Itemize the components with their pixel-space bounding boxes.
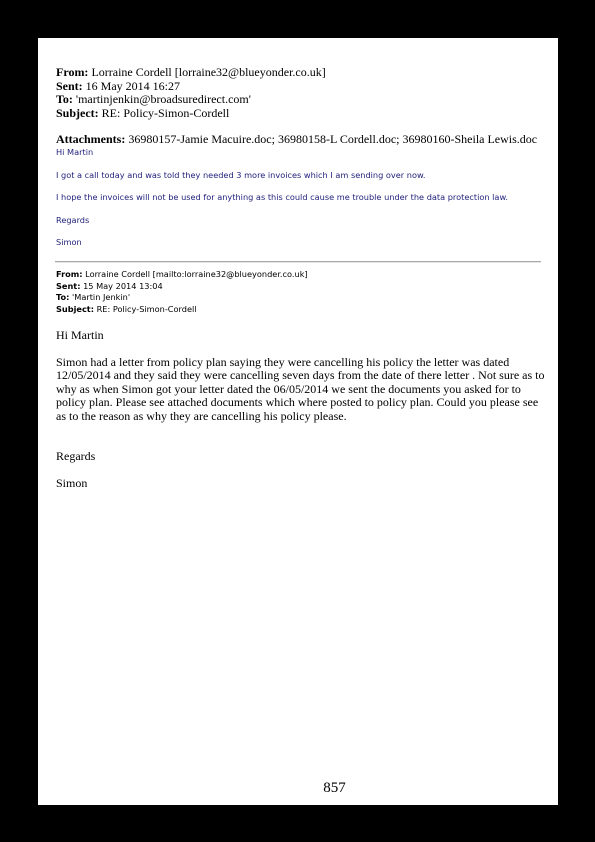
attachments-line: Attachments: 36980157-Jamie Macuire.doc; 36980158-L Cordell.doc; 36980160-Sheila Lewis.doc <box>56 132 538 146</box>
subject-value: RE: Policy-Simon-Cordell <box>101 105 230 120</box>
sent-line: Sent: 15 May 2014 13:04 <box>56 280 163 291</box>
greeting: Hi Martin <box>56 147 94 157</box>
attachments-value: 36980157-Jamie Macuire.doc; 36980158-L Cordell.doc; 36980160-Sheila Lewis.doc <box>128 132 538 146</box>
email-body-1 <box>56 147 551 247</box>
signature: Simon <box>56 237 82 247</box>
email-body-2 <box>56 328 545 490</box>
subject-line: Subject: RE: Policy-Simon-Cordell <box>56 303 197 314</box>
regards: Regards <box>56 449 96 463</box>
from-value: Lorraine Cordell [mailto:lorraine32@blueyonder.co.uk] <box>85 269 308 279</box>
signature: Simon <box>56 475 88 490</box>
separator-line <box>55 261 541 263</box>
from-line: From: Lorraine Cordell [mailto:lorraine32@blueyonder.co.uk] <box>56 269 308 279</box>
body-line: 12/05/2014 and they said they were cancelling seven days from the date of there letter . Not sure as to <box>56 368 545 382</box>
from-value: Lorraine Cordell [lorraine32@blueyonder.co.uk] <box>91 65 326 79</box>
email-header-1 <box>56 66 551 147</box>
greeting: Hi Martin <box>56 328 104 342</box>
to-line: To: 'Martin Jenkin' <box>56 292 131 302</box>
body-line: policy plan. Please see attached documents which where posted to policy plan. Could you please see <box>56 395 539 409</box>
body-line: Simon had a letter from policy plan saying they were cancelling his policy the letter was dated <box>56 354 510 369</box>
to-value: 'martinjenkin@broadsuredirect.com' <box>75 92 251 106</box>
email-header-2 <box>56 269 551 315</box>
body-line-2: I hope the invoices will not be used for anything as this could cause me trouble under the data protection law. <box>56 192 508 202</box>
document-page <box>38 38 558 805</box>
from-line: From: Lorraine Cordell [lorraine32@blueyonder.co.uk] <box>56 65 326 79</box>
body-line: why as when Simon got your letter dated the 06/05/2014 we sent the documents you asked for to <box>56 381 521 396</box>
page-number: 857 <box>323 780 346 796</box>
sent-value: 15 May 2014 13:04 <box>83 280 163 291</box>
regards: Regards <box>56 214 90 225</box>
subject-line: Subject: RE: Policy-Simon-Cordell <box>56 105 230 120</box>
body-line: as to the reason as why they are cancelling his policy please. <box>56 408 347 423</box>
to-line: To: 'martinjenkin@broadsuredirect.com' <box>56 92 251 106</box>
to-value: 'Martin Jenkin' <box>72 292 131 302</box>
sent-line: Sent: 16 May 2014 16:27 <box>56 78 181 93</box>
body-line-1: I got a call today and was told they needed 3 more invoices which I am sending over now. <box>56 169 426 180</box>
subject-value: RE: Policy-Simon-Cordell <box>96 303 197 314</box>
sent-value: 16 May 2014 16:27 <box>85 78 181 93</box>
